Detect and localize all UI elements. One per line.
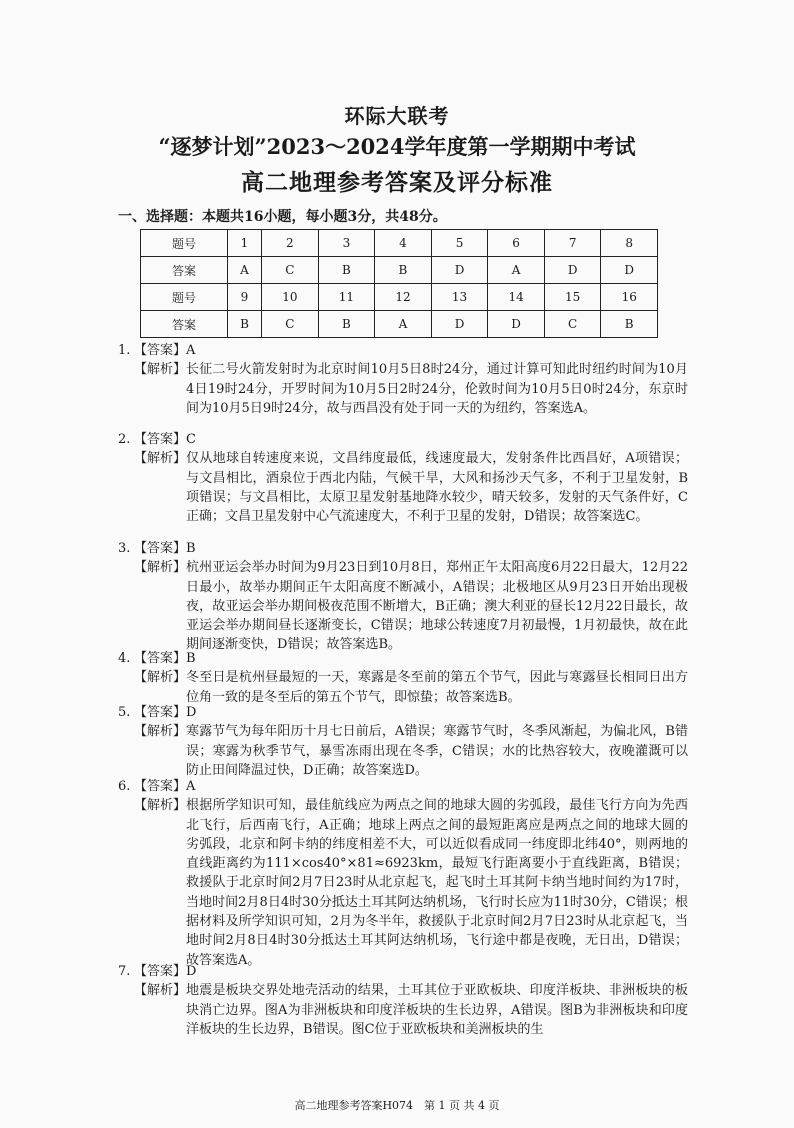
question-block (118, 539, 688, 655)
question-number: 2. (118, 432, 131, 447)
analysis-label: 【解析】 (134, 362, 187, 378)
answer-value: B (186, 541, 196, 556)
answer-label: 【答案】 (134, 779, 187, 794)
answer-value: A (186, 779, 196, 794)
table-cell: D (431, 257, 488, 284)
answer-label: 【答案】 (134, 705, 187, 720)
table-cell: 4 (375, 230, 432, 257)
answer-label: 【答案】 (134, 432, 187, 447)
exam-name-title: “逐梦计划”2023～2024学年度第一学期期中考试 (158, 134, 636, 159)
table-cell: 2 (262, 230, 319, 257)
table-cell: C (262, 257, 319, 284)
question-block (118, 703, 688, 780)
answer-label: 【答案】 (134, 343, 187, 358)
answer-label: 【答案】 (134, 541, 187, 556)
answer-value: D (186, 964, 197, 979)
analysis-text: 根据所学知识可知，最佳航线应为两点之间的地球大圆的劣弧段，最佳飞行方向为先西北飞行，后西南飞行，A正确；地球上两点之间的最短距离应是两点之间的地球大圆的劣弧段，北京和阿卡纳的纬度相差不大，可以近似看成同一纬度即北纬40°，则两地的直线距离约为111×cos40°×81≈6923km，最短飞行距离要小于直线距离，B错误；救援队于北京时间2月7日23时从北京起飞，起飞时土耳其阿卡纳当地时间约为17时，当地时间2月8日4时30分抵达土耳其阿达纳机场，飞行时长应为11时30分，C错误；根据材料及所学知识可知，2月为冬半年，救援队于北京时间2月7日23时从北京起飞，当地时间2月8日4时30分抵达土耳其阿达纳机场，飞行途中都是夜晚，无日出，D错误；故答案选A。 (186, 798, 688, 968)
table-cell: 1 (227, 230, 261, 257)
analysis-label: 【解析】 (134, 560, 187, 576)
page-footer: 高二地理参考答案H074 第 1 页 共 4 页 (294, 1099, 500, 1112)
answer-value: A (186, 343, 196, 358)
answer-line (118, 962, 688, 981)
analysis-line (118, 558, 688, 654)
table-row (141, 230, 658, 257)
question-block (118, 962, 688, 1039)
table-cell: B (227, 311, 261, 338)
table-cell: 15 (544, 284, 601, 311)
table-row (141, 284, 658, 311)
table-cell: A (488, 257, 545, 284)
section-heading: 一、选择题：本题共16小题，每小题3分，共48分。 (118, 209, 447, 225)
table-cell: D (431, 311, 488, 338)
table-cell: B (601, 311, 658, 338)
table-row (141, 257, 658, 284)
answer-value: C (186, 432, 196, 447)
analysis-label: 【解析】 (134, 724, 187, 740)
answer-line (118, 703, 688, 722)
table-cell: 14 (488, 284, 545, 311)
table-cell: 13 (431, 284, 488, 311)
table-cell: D (601, 257, 658, 284)
analysis-line (118, 360, 688, 418)
analysis-label: 【解析】 (134, 451, 187, 467)
analysis-label: 【解析】 (134, 798, 187, 814)
analysis-text: 地震是板块交界处地壳活动的结果，土耳其位于亚欧板块、印度洋板块、非洲板块的板块消亡边界。图A为非洲板块和印度洋板块的生长边界，A错误。图B为非洲板块和印度洋板块的生长边界，B错误。图C位于亚欧板块和美洲板块的生 (186, 983, 688, 1037)
answer-table (140, 229, 658, 338)
question-block (118, 777, 688, 970)
question-number: 7. (118, 964, 131, 979)
table-cell: 8 (601, 230, 658, 257)
answer-label: 【答案】 (134, 651, 187, 666)
table-row-header: 题号 (141, 284, 228, 311)
question-block (118, 430, 688, 526)
question-number: 4. (118, 651, 131, 666)
answer-label: 【答案】 (134, 964, 187, 979)
analysis-line (118, 668, 688, 707)
table-cell: B (318, 311, 375, 338)
analysis-line (118, 796, 688, 970)
table-cell: 5 (431, 230, 488, 257)
table-cell: C (262, 311, 319, 338)
table-cell: 12 (375, 284, 432, 311)
answer-line (118, 777, 688, 796)
question-block (118, 649, 688, 707)
answer-line (118, 430, 688, 449)
table-cell: 7 (544, 230, 601, 257)
table-cell: 9 (227, 284, 261, 311)
table-cell: 3 (318, 230, 375, 257)
analysis-line (118, 981, 688, 1039)
analysis-label: 【解析】 (134, 670, 187, 686)
exam-org-title: 环际大联考 (344, 104, 450, 128)
answer-line (118, 649, 688, 668)
table-row-header: 题号 (141, 230, 228, 257)
table-cell: D (488, 311, 545, 338)
table-cell: C (544, 311, 601, 338)
analysis-text: 仅从地球自转速度来说，文昌纬度最低，线速度最大，发射条件比西昌好，A项错误；与文昌相比，酒泉位于西北内陆，气候干旱，大风和扬沙天气多，不利于卫星发射，B项错误；与文昌相比，太原卫星发射基地降水较少，晴天较多，发射的天气条件好，C正确；文昌卫星发射中心气流速度大，不利于卫星的发射，D错误；故答案选C。 (186, 451, 688, 525)
analysis-text: 杭州亚运会举办时间为9月23日到10月8日，郑州正午太阳高度6月22日最大，12月22日最小，故举办期间正午太阳高度不断减小，A错误；北极地区从9月23日开始出现极夜，故亚运会举办期间极夜范围不断增大，B正确；澳大利亚的昼长12月22日最长，故亚运会举办期间昼长逐渐变长，C错误；地球公转速度7月初最慢，1月初最快，故在此期间逐渐变快，D错误；故答案选B。 (186, 560, 688, 653)
answer-key-title: 高二地理参考答案及评分标准 (241, 169, 553, 196)
analysis-label: 【解析】 (134, 983, 187, 999)
table-cell: 11 (318, 284, 375, 311)
table-cell: D (544, 257, 601, 284)
analysis-text: 冬至日是杭州昼最短的一天，寒露是冬至前的第五个节气，因此与寒露昼长相同日出方位角一致的是冬至后的第五个节气，即惊蛰；故答案选B。 (186, 670, 688, 705)
answer-value: D (186, 705, 197, 720)
question-number: 3. (118, 541, 131, 556)
question-number: 1. (118, 343, 131, 358)
table-row-header: 答案 (141, 257, 228, 284)
table-cell: 6 (488, 230, 545, 257)
table-cell: B (318, 257, 375, 284)
question-block (118, 341, 688, 418)
table-cell: 16 (601, 284, 658, 311)
table-row (141, 311, 658, 338)
table-cell: 10 (262, 284, 319, 311)
table-cell: B (375, 257, 432, 284)
question-number: 6. (118, 779, 131, 794)
analysis-text: 长征二号火箭发射时为北京时间10月5日8时24分，通过计算可知此时纽约时间为10月4日19时24分，开罗时间为10月5日2时24分，伦敦时间为10月5日0时24分，东京时间为10月5日9时24分，故与西昌没有处于同一天的为纽约，答案选A。 (186, 362, 688, 416)
analysis-line (118, 722, 688, 780)
question-number: 5. (118, 705, 131, 720)
table-cell: A (375, 311, 432, 338)
analysis-text: 寒露节气为每年阳历十月七日前后，A错误；寒露节气时，冬季风渐起，为偏北风，B错误；寒露为秋季节气，暴雪冻雨出现在冬季，C错误；水的比热容较大，夜晚灌溉可以防止田间降温过快，D正确；故答案选D。 (186, 724, 688, 778)
table-row-header: 答案 (141, 311, 228, 338)
analysis-line (118, 449, 688, 526)
table-cell: A (227, 257, 261, 284)
answer-value: B (186, 651, 196, 666)
answer-line (118, 341, 688, 360)
answer-line (118, 539, 688, 558)
